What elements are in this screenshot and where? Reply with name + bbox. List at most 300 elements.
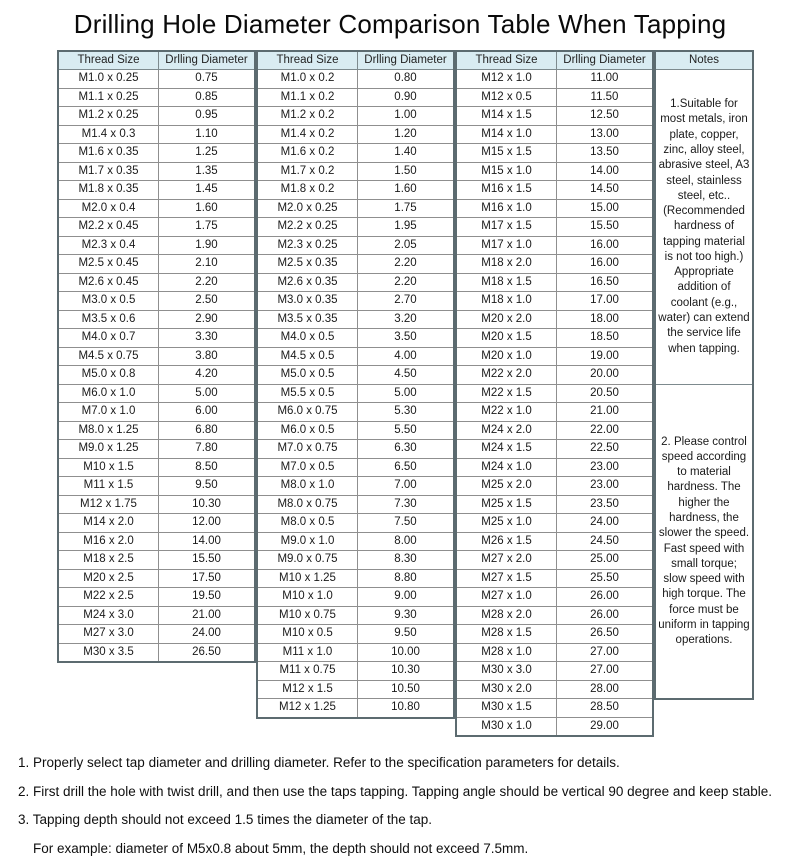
table-row [59, 477, 254, 496]
table-row [59, 625, 254, 644]
thread-size-cell: M4.5 x 0.5 [258, 348, 358, 366]
thread-size-cell: M30 x 3.0 [457, 662, 557, 680]
footer-line: 3. Tapping depth should not exceed 1.5 times the diameter of the tap. [18, 812, 433, 828]
table-row [59, 218, 254, 237]
drilling-diameter-cell: 2.20 [195, 275, 218, 288]
thread-size-cell: M12 x 1.25 [258, 699, 358, 717]
thread-size-cell: M27 x 2.0 [457, 551, 557, 569]
thread-size-header: Thread Size [457, 52, 557, 69]
drilling-diameter-cell: 19.00 [590, 349, 619, 362]
thread-size-cell: M2.3 x 0.4 [59, 237, 159, 255]
thread-size-cell: M15 x 1.0 [457, 163, 557, 181]
thread-size-cell: M2.5 x 0.35 [258, 255, 358, 273]
table-row [457, 385, 652, 404]
comparison-table [57, 50, 800, 737]
thread-size-cell: M9.0 x 1.0 [258, 533, 358, 551]
drilling-diameter-cell: 2.90 [195, 312, 218, 325]
table-row [59, 126, 254, 145]
table-row [59, 551, 254, 570]
thread-size-cell: M4.0 x 0.7 [59, 329, 159, 347]
drilling-diameter-cell: 2.05 [394, 238, 417, 251]
table-row [59, 311, 254, 330]
thread-size-cell: M24 x 3.0 [59, 607, 159, 625]
table-row [457, 403, 652, 422]
table-row [258, 681, 453, 700]
table-row [258, 459, 453, 478]
thread-size-cell: M18 x 2.5 [59, 551, 159, 569]
table-row [457, 440, 652, 459]
drilling-diameter-cell: 12.00 [192, 516, 221, 528]
drilling-diameter-cell: 15.50 [192, 553, 221, 565]
table-row [457, 292, 652, 311]
drilling-diameter-cell: 18.50 [590, 331, 619, 343]
thread-size-cell: M1.2 x 0.2 [258, 107, 358, 125]
table-row [457, 551, 652, 570]
thread-size-cell: M24 x 2.0 [457, 422, 557, 440]
thread-size-cell: M27 x 1.0 [457, 588, 557, 606]
drilling-diameter-cell: 15.00 [590, 201, 619, 214]
thread-size-cell: M1.4 x 0.3 [59, 126, 159, 144]
drilling-diameter-cell: 11.50 [590, 90, 619, 103]
drilling-diameter-cell: 20.00 [590, 368, 619, 380]
table-row [457, 699, 652, 718]
drilling-diameter-cell: 25.00 [590, 553, 619, 565]
drilling-diameter-cell: 1.45 [195, 183, 218, 195]
drilling-diameter-cell: 25.50 [590, 571, 619, 584]
table-row [59, 514, 254, 533]
drilling-diameter-cell: 2.70 [394, 294, 417, 306]
table-row [457, 311, 652, 330]
drilling-diameter-cell: 9.00 [394, 590, 417, 602]
table-row [59, 107, 254, 126]
drilling-diameter-cell: 28.50 [590, 701, 619, 713]
header-row [457, 52, 652, 70]
table-row [457, 163, 652, 182]
thread-size-cell: M1.0 x 0.25 [59, 70, 159, 88]
drilling-diameter-cell: 13.50 [590, 146, 619, 158]
drilling-diameter-cell: 8.00 [394, 534, 417, 547]
drilling-diameter-cell: 21.00 [192, 608, 221, 621]
drilling-diameter-cell: 2.20 [394, 275, 417, 288]
table-row [59, 329, 254, 348]
thread-size-cell: M1.6 x 0.2 [258, 144, 358, 162]
drilling-diameter-cell: 7.50 [394, 516, 417, 528]
drilling-diameter-cell: 1.20 [394, 127, 417, 140]
drilling-diameter-cell: 6.30 [394, 442, 417, 454]
table-row [457, 200, 652, 219]
drilling-diameter-cell: 0.85 [195, 90, 218, 103]
drilling-diameter-cell: 10.00 [391, 645, 420, 658]
drilling-diameter-cell: 15.50 [590, 220, 619, 232]
thread-size-cell: M30 x 1.0 [457, 718, 557, 736]
drilling-diameter-cell: 16.00 [590, 238, 619, 251]
notes-cell-2: 2. Please control speed according to material hardness. The higher the hardness, the slower the speed. Fast speed with small torque; slow speed with high torque. The force must be uniform in tapping operations. [658, 435, 750, 647]
table-row [457, 366, 652, 385]
table-row [59, 607, 254, 626]
table-row [59, 255, 254, 274]
drilling-diameter-cell: 3.50 [394, 331, 417, 343]
table-row [258, 70, 453, 89]
drilling-diameter-cell: 26.00 [590, 590, 619, 602]
thread-size-cell: M2.5 x 0.45 [59, 255, 159, 273]
thread-size-cell: M2.6 x 0.45 [59, 274, 159, 292]
drilling-diameter-cell: 1.95 [394, 220, 417, 232]
drilling-diameter-cell: 14.00 [590, 164, 619, 177]
thread-size-cell: M12 x 0.5 [457, 89, 557, 107]
drilling-diameter-cell: 0.95 [195, 109, 218, 121]
drilling-diameter-cell: 26.50 [590, 627, 619, 639]
header-row [59, 52, 254, 70]
table-row [258, 292, 453, 311]
drilling-diameter-cell: 24.00 [192, 627, 221, 639]
table-row [457, 607, 652, 626]
drilling-diameter-cell: 18.00 [590, 312, 619, 325]
thread-size-cell: M15 x 1.5 [457, 144, 557, 162]
thread-size-cell: M18 x 2.0 [457, 255, 557, 273]
drilling-diameter-cell: 2.10 [195, 257, 218, 269]
thread-size-cell: M3.0 x 0.5 [59, 292, 159, 310]
thread-size-cell: M20 x 2.0 [457, 311, 557, 329]
table-row [59, 496, 254, 515]
table-row [457, 89, 652, 108]
column-group-3 [455, 50, 654, 737]
drilling-diameter-cell: 7.30 [394, 497, 417, 510]
thread-size-header: Thread Size [258, 52, 358, 69]
thread-size-cell: M30 x 1.5 [457, 699, 557, 717]
table-row [258, 348, 453, 367]
drilling-diameter-cell: 10.50 [391, 682, 420, 695]
drilling-diameter-cell: 21.00 [590, 405, 619, 417]
drilling-diameter-cell: 19.50 [192, 590, 221, 602]
table-row [258, 126, 453, 145]
drilling-diameter-cell: 23.00 [590, 479, 619, 491]
notes-cell-1: 1.Suitable for most metals, iron plate, copper, zinc, alloy steel, abrasive steel, A3 steel, stainless steel, etc..(Recommended hardness of tapping material is not too high.) Appropriate addition of coolant (e.g., water) can extend the service life when tapping. [656, 70, 752, 385]
thread-size-cell: M3.5 x 0.6 [59, 311, 159, 329]
drilling-diameter-cell: 14.50 [590, 183, 619, 195]
thread-size-cell: M22 x 2.0 [457, 366, 557, 384]
table-row [59, 440, 254, 459]
table-row [457, 588, 652, 607]
drilling-diameter-cell: 9.50 [394, 627, 417, 639]
table-row [258, 329, 453, 348]
drilling-diameter-cell: 5.00 [394, 386, 417, 399]
table-row [258, 662, 453, 681]
table-row [59, 163, 254, 182]
footer-line: 1. Properly select tap diameter and drilling diameter. Refer to the specification parameters for details. [18, 755, 620, 770]
drilling-diameter-cell: 28.00 [590, 682, 619, 695]
drilling-diameter-header: Drlling Diameter [563, 54, 646, 66]
drilling-diameter-cell: 9.50 [195, 479, 218, 491]
table-row [457, 477, 652, 496]
table-row [457, 718, 652, 736]
thread-size-cell: M30 x 2.0 [457, 681, 557, 699]
thread-size-cell: M9.0 x 0.75 [258, 551, 358, 569]
table-row [457, 107, 652, 126]
table-row [457, 144, 652, 163]
drilling-diameter-cell: 6.00 [195, 405, 218, 417]
table-row [457, 255, 652, 274]
drilling-diameter-cell: 23.00 [590, 460, 619, 473]
drilling-diameter-cell: 0.80 [394, 72, 417, 84]
thread-size-cell: M2.0 x 0.4 [59, 200, 159, 218]
table-row [59, 89, 254, 108]
thread-size-cell: M14 x 1.5 [457, 107, 557, 125]
drilling-diameter-cell: 3.80 [195, 349, 218, 362]
notes-header: Notes [688, 54, 720, 66]
thread-size-cell: M8.0 x 1.0 [258, 477, 358, 495]
drilling-diameter-cell: 8.50 [195, 460, 218, 473]
thread-size-cell: M18 x 1.0 [457, 292, 557, 310]
table-row [258, 477, 453, 496]
thread-size-cell: M12 x 1.75 [59, 496, 159, 514]
table-row [457, 496, 652, 515]
table-row [258, 607, 453, 626]
drilling-diameter-cell: 6.50 [394, 460, 417, 473]
page-title: Drilling Hole Diameter Comparison Table When Tapping [73, 9, 727, 39]
thread-size-cell: M25 x 1.0 [457, 514, 557, 532]
thread-size-cell: M20 x 2.5 [59, 570, 159, 588]
table-row [258, 385, 453, 404]
table-row [258, 533, 453, 552]
drilling-diameter-cell: 4.50 [394, 368, 417, 380]
table-row [258, 366, 453, 385]
thread-size-cell: M28 x 1.5 [457, 625, 557, 643]
thread-size-cell: M22 x 1.5 [457, 385, 557, 403]
thread-size-cell: M5.5 x 0.5 [258, 385, 358, 403]
thread-size-cell: M10 x 1.25 [258, 570, 358, 588]
thread-size-cell: M16 x 1.5 [457, 181, 557, 199]
thread-size-cell: M12 x 1.5 [258, 681, 358, 699]
table-row [258, 163, 453, 182]
drilling-diameter-cell: 12.50 [590, 109, 619, 121]
thread-size-cell: M22 x 2.5 [59, 588, 159, 606]
drilling-diameter-cell: 6.80 [195, 423, 218, 436]
drilling-diameter-cell: 0.90 [394, 90, 417, 103]
table-row [258, 644, 453, 663]
thread-size-cell: M22 x 1.0 [457, 403, 557, 421]
drilling-diameter-cell: 5.30 [394, 405, 417, 417]
thread-size-cell: M1.6 x 0.35 [59, 144, 159, 162]
table-row [457, 181, 652, 200]
table-row [59, 459, 254, 478]
thread-size-cell: M5.0 x 0.5 [258, 366, 358, 384]
footer-line: For example: diameter of M5x0.8 about 5mm, the depth should not exceed 7.5mm. [33, 840, 529, 856]
drilling-diameter-cell: 9.30 [394, 608, 417, 621]
table-row [258, 440, 453, 459]
thread-size-cell: M10 x 0.75 [258, 607, 358, 625]
thread-size-cell: M25 x 2.0 [457, 477, 557, 495]
drilling-diameter-header: Drlling Diameter [364, 54, 447, 66]
drilling-diameter-cell: 1.90 [195, 238, 218, 251]
table-row [258, 200, 453, 219]
drilling-diameter-cell: 10.80 [391, 701, 420, 713]
thread-size-cell: M6.0 x 1.0 [59, 385, 159, 403]
drilling-diameter-cell: 11.00 [590, 72, 619, 84]
drilling-diameter-cell: 1.50 [394, 164, 417, 177]
thread-size-cell: M9.0 x 1.25 [59, 440, 159, 458]
table-row [457, 514, 652, 533]
thread-size-cell: M1.8 x 0.35 [59, 181, 159, 199]
thread-size-cell: M1.1 x 0.25 [59, 89, 159, 107]
table-row [457, 644, 652, 663]
column-group-2 [256, 50, 455, 719]
drilling-diameter-cell: 22.00 [590, 423, 619, 436]
drilling-diameter-header: Drlling Diameter [165, 54, 248, 66]
footer-line: 2. First drill the hole with twist drill, and then use the taps tapping. Tapping angle should be vertical 90 degree and keep stable. [18, 783, 772, 799]
thread-size-cell: M2.2 x 0.45 [59, 218, 159, 236]
table-row [258, 274, 453, 293]
drilling-diameter-cell: 27.00 [590, 664, 619, 676]
drilling-diameter-cell: 13.00 [590, 127, 619, 140]
thread-size-cell: M3.0 x 0.35 [258, 292, 358, 310]
table-row [59, 274, 254, 293]
column-group-3-rows [457, 70, 652, 735]
thread-size-cell: M24 x 1.0 [457, 459, 557, 477]
table-row [457, 625, 652, 644]
thread-size-cell: M10 x 1.5 [59, 459, 159, 477]
thread-size-cell: M1.8 x 0.2 [258, 181, 358, 199]
thread-size-cell: M6.0 x 0.75 [258, 403, 358, 421]
table-row [258, 107, 453, 126]
table-row [59, 200, 254, 219]
thread-size-cell: M10 x 1.0 [258, 588, 358, 606]
drilling-diameter-cell: 4.20 [195, 368, 218, 380]
thread-size-cell: M12 x 1.0 [457, 70, 557, 88]
thread-size-cell: M20 x 1.0 [457, 348, 557, 366]
thread-size-cell: M17 x 1.5 [457, 218, 557, 236]
thread-size-cell: M4.0 x 0.5 [258, 329, 358, 347]
drilling-diameter-cell: 27.00 [590, 645, 619, 658]
drilling-diameter-cell: 5.50 [394, 423, 417, 436]
table-row [59, 181, 254, 200]
table-row [59, 348, 254, 367]
drilling-diameter-cell: 17.00 [590, 294, 619, 306]
thread-size-cell: M14 x 2.0 [59, 514, 159, 532]
thread-size-cell: M16 x 2.0 [59, 533, 159, 551]
drilling-diameter-cell: 8.30 [394, 553, 417, 565]
thread-size-cell: M17 x 1.0 [457, 237, 557, 255]
thread-size-cell: M11 x 0.75 [258, 662, 358, 680]
thread-size-cell: M6.0 x 0.5 [258, 422, 358, 440]
column-group-1-rows [59, 70, 254, 661]
drilling-diameter-cell: 3.20 [394, 312, 417, 325]
drilling-diameter-cell: 24.00 [590, 516, 619, 528]
thread-size-cell: M28 x 1.0 [457, 644, 557, 662]
header-row [656, 52, 752, 70]
thread-size-cell: M8.0 x 0.75 [258, 496, 358, 514]
drilling-diameter-cell: 26.00 [590, 608, 619, 621]
table-row [59, 570, 254, 589]
drilling-diameter-cell: 1.25 [195, 146, 218, 158]
table-row [59, 422, 254, 441]
table-row [59, 385, 254, 404]
drilling-diameter-cell: 23.50 [590, 497, 619, 510]
drilling-diameter-cell: 10.30 [391, 664, 420, 676]
thread-size-cell: M11 x 1.0 [258, 644, 358, 662]
thread-size-cell: M16 x 1.0 [457, 200, 557, 218]
drilling-diameter-cell: 1.75 [394, 201, 417, 214]
drilling-diameter-cell: 1.35 [195, 164, 218, 177]
table-row [258, 181, 453, 200]
thread-size-cell: M26 x 1.5 [457, 533, 557, 551]
table-row [258, 551, 453, 570]
table-row [258, 514, 453, 533]
drilling-diameter-cell: 29.00 [590, 719, 619, 732]
table-row [59, 70, 254, 89]
table-row [258, 625, 453, 644]
drilling-diameter-cell: 8.80 [394, 571, 417, 584]
table-row [457, 329, 652, 348]
drilling-diameter-cell: 1.10 [195, 127, 218, 140]
thread-size-cell: M7.0 x 0.75 [258, 440, 358, 458]
thread-size-cell: M2.6 x 0.35 [258, 274, 358, 292]
table-row [59, 403, 254, 422]
table-row [457, 218, 652, 237]
table-row [457, 126, 652, 145]
drilling-diameter-cell: 7.80 [195, 442, 218, 454]
thread-size-cell: M1.2 x 0.25 [59, 107, 159, 125]
drilling-diameter-cell: 0.75 [195, 72, 218, 84]
thread-size-cell: M8.0 x 1.25 [59, 422, 159, 440]
thread-size-cell: M1.7 x 0.35 [59, 163, 159, 181]
thread-size-cell: M28 x 2.0 [457, 607, 557, 625]
table-row [59, 292, 254, 311]
table-row [258, 422, 453, 441]
drilling-diameter-cell: 24.50 [590, 534, 619, 547]
drilling-diameter-cell: 14.00 [192, 534, 221, 547]
drilling-diameter-cell: 7.00 [394, 479, 417, 491]
thread-size-cell: M30 x 3.5 [59, 644, 159, 662]
thread-size-cell: M8.0 x 0.5 [258, 514, 358, 532]
table-row [457, 681, 652, 700]
drilling-diameter-cell: 17.50 [192, 571, 221, 584]
drilling-diameter-cell: 16.00 [590, 257, 619, 269]
drilling-diameter-cell: 22.50 [590, 442, 619, 454]
column-group-1 [57, 50, 256, 663]
table-row [457, 237, 652, 256]
thread-size-cell: M7.0 x 0.5 [258, 459, 358, 477]
table-row [457, 70, 652, 89]
thread-size-cell: M20 x 1.5 [457, 329, 557, 347]
thread-size-cell: M2.3 x 0.25 [258, 237, 358, 255]
thread-size-cell: M1.1 x 0.2 [258, 89, 358, 107]
table-row [258, 237, 453, 256]
thread-size-cell: M2.0 x 0.25 [258, 200, 358, 218]
thread-size-cell: M27 x 3.0 [59, 625, 159, 643]
drilling-diameter-cell: 4.00 [394, 349, 417, 362]
thread-size-cell: M1.0 x 0.2 [258, 70, 358, 88]
drilling-diameter-cell: 1.60 [394, 183, 417, 195]
thread-size-cell: M7.0 x 1.0 [59, 403, 159, 421]
drilling-diameter-cell: 20.50 [590, 386, 619, 399]
thread-size-cell: M1.7 x 0.2 [258, 163, 358, 181]
table-row [59, 366, 254, 385]
table-row [59, 144, 254, 163]
table-row [258, 496, 453, 515]
table-row [59, 237, 254, 256]
table-row [59, 588, 254, 607]
header-row [258, 52, 453, 70]
table-row [457, 348, 652, 367]
table-row [258, 89, 453, 108]
thread-size-cell: M5.0 x 0.8 [59, 366, 159, 384]
drilling-diameter-cell: 3.30 [195, 331, 218, 343]
drilling-diameter-cell: 2.50 [195, 294, 218, 306]
table-row [457, 570, 652, 589]
table-row [258, 144, 453, 163]
drilling-diameter-cell: 2.20 [394, 257, 417, 269]
notes-column [654, 50, 754, 700]
